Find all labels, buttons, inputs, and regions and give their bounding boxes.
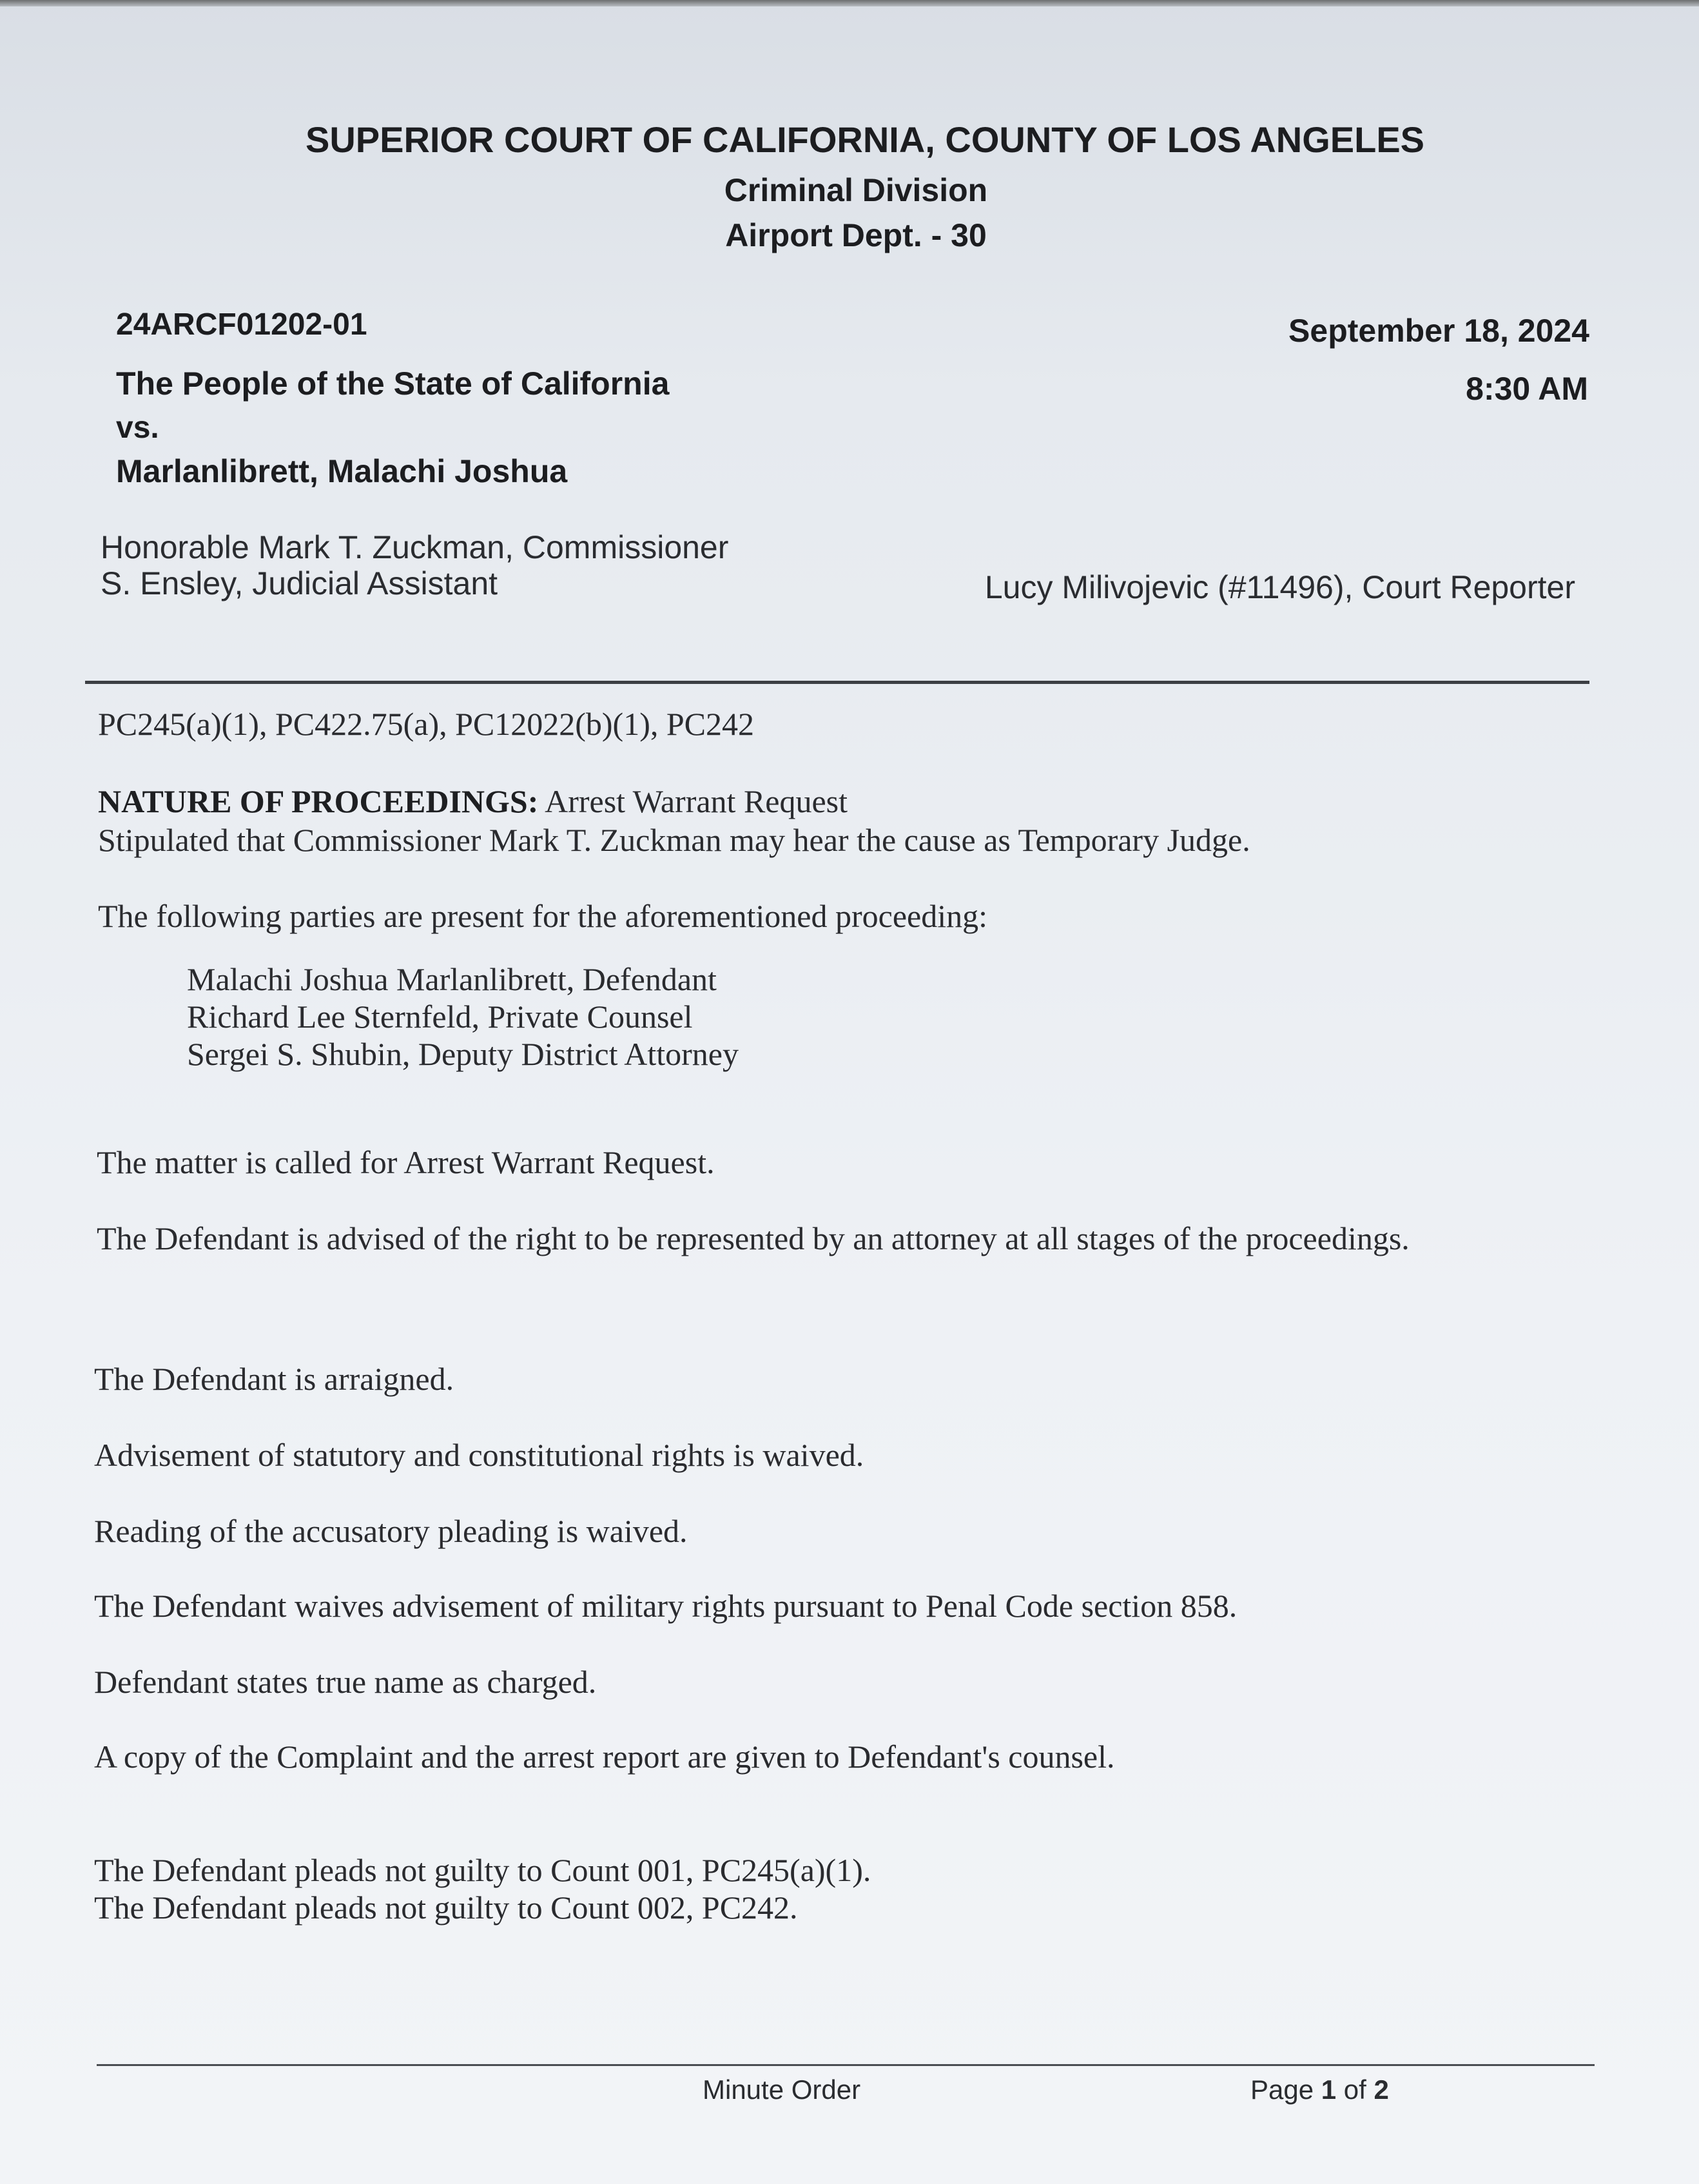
footer-title: Minute Order [703,2074,861,2105]
hearing-date: September 18, 2024 [1288,313,1589,349]
plea-count-002: The Defendant pleads not guilty to Count 002, PC242. [94,1889,798,1926]
court-name: SUPERIOR COURT OF CALIFORNIA, COUNTY OF LOS ANGELES [305,119,1425,160]
arraigned-line: The Defendant is arraigned. [94,1361,454,1397]
judicial-assistant: S. Ensley, Judicial Assistant [101,565,498,601]
footer-divider [97,2064,1595,2066]
page-current: 1 [1321,2074,1337,2105]
division-name: Criminal Division [724,172,988,208]
true-name-line: Defendant states true name as charged. [94,1664,597,1700]
header-divider [85,681,1589,684]
page-total: 2 [1374,2074,1389,2105]
advisement-waived: Advisement of statutory and constitutional rights is waived. [94,1437,864,1473]
nature-of-proceedings [98,783,848,820]
stipulation-text: Stipulated that Commissioner Mark T. Zuckman may hear the cause as Temporary Judge. [98,822,1250,858]
charges-list: PC245(a)(1), PC422.75(a), PC12022(b)(1), PC242 [98,706,755,742]
defendant-name: Marlanlibrett, Malachi Joshua [116,453,568,489]
department-name: Airport Dept. - 30 [725,217,987,253]
party-private-counsel: Richard Lee Sternfeld, Private Counsel [187,999,693,1035]
court-reporter: Lucy Milivojevic (#11496), Court Reporter [984,569,1575,605]
nature-label: NATURE OF PROCEEDINGS: [98,783,539,819]
reading-waived: Reading of the accusatory pleading is waived. [94,1513,688,1549]
plea-count-001: The Defendant pleads not guilty to Count 001, PC245(a)(1). [94,1852,871,1888]
parties-intro: The following parties are present for the aforementioned proceeding: [98,898,988,934]
nature-value: Arrest Warrant Request [545,783,848,819]
complaint-copy-line: A copy of the Complaint and the arrest report are given to Defendant's counsel. [94,1739,1115,1775]
party-deputy-da: Sergei S. Shubin, Deputy District Attorney [187,1036,739,1072]
versus-label: vs. [116,411,159,445]
judge-name: Honorable Mark T. Zuckman, Commissioner [101,529,729,565]
matter-called: The matter is called for Arrest Warrant Request. [97,1144,715,1180]
page-prefix: Page [1250,2074,1314,2105]
plaintiff-name: The People of the State of California [116,366,670,402]
case-number: 24ARCF01202-01 [116,307,367,342]
right-to-attorney: The Defendant is advised of the right to be represented by an attorney at all stages of the proceedings. [97,1220,1410,1256]
military-rights: The Defendant waives advisement of military rights pursuant to Penal Code section 858. [94,1588,1238,1624]
page-indicator [1250,2074,1389,2105]
party-defendant: Malachi Joshua Marlanlibrett, Defendant [187,961,717,997]
page-top-edge [0,0,1699,6]
page-of: of [1343,2074,1366,2105]
hearing-time: 8:30 AM [1466,371,1588,407]
